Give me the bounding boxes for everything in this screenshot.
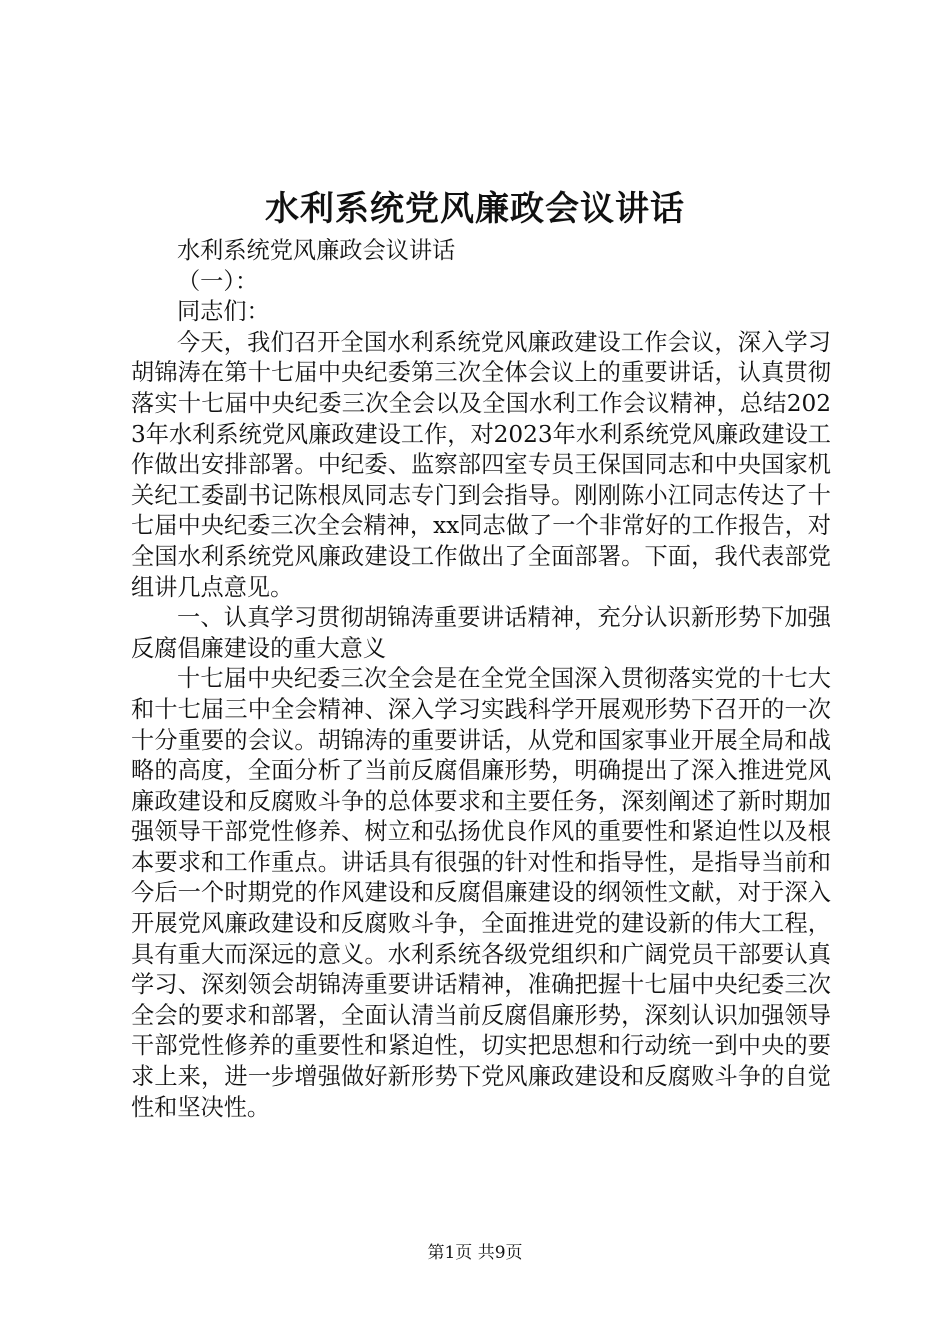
- intro-paragraph: 今天，我们召开全国水利系统党风廉政建设工作会议，深入学习胡锦涛在第十七届中央纪委第三次全体会议上的重要讲话，认真贯彻落实十七届中央纪委三次全会以及全国水利工作会议精神，总结2023年水利系统党风廉政建设工作，对2023年水利系统党风廉政建设工作做出安排部署。中纪委、监察部四室专员王保国同志和中央国家机关纪工委副书记陈根凤同志专门到会指导。刚刚陈小江同志传达了十七届中央纪委三次全会精神，xx同志做了一个非常好的工作报告，对全国水利系统党风廉政建设工作做出了全面部署。下面，我代表部党组讲几点意见。: [131, 328, 831, 601]
- salutation-paragraph: 同志们：: [177, 298, 270, 326]
- section-heading-paragraph: 一、认真学习贯彻胡锦涛重要讲话精神，充分认识新形势下加强反腐倡廉建设的重大意义: [131, 604, 831, 662]
- section-marker-paragraph: （一）：: [177, 267, 259, 295]
- page-footer: 第1页 共9页: [427, 1243, 523, 1263]
- subtitle-paragraph: 水利系统党风廉政会议讲话: [177, 237, 456, 264]
- document-title: 水利系统党风廉政会议讲话: [265, 189, 685, 229]
- document-body: [131, 236, 831, 1123]
- body-paragraph: 十七届中央纪委三次全会是在全党全国深入贯彻落实党的十七大和十七届三中全会精神、深入学习实践科学开展观形势下召开的一次十分重要的会议。胡锦涛的重要讲话，从党和国家事业开展全局和战略的高度，全面分析了当前反腐倡廉形势，明确提出了深入推进党风廉政建设和反腐败斗争的总体要求和主要任务，深刻阐述了新时期加强领导干部党性修养、树立和弘扬优良作风的重要性和紧迫性以及根本要求和工作重点。讲话具有很强的针对性和指导性，是指导当前和今后一个时期党的作风建设和反腐倡廉建设的纲领性文献，对于深入开展党风廉政建设和反腐败斗争，全面推进党的建设新的伟大工程，具有重大而深远的意义。水利系统各级党组织和广阔党员干部要认真学习、深刻领会胡锦涛重要讲话精神，准确把握十七届中央纪委三次全会的要求和部署，全面认清当前反腐倡廉形势，深刻认识加强领导干部党性修养的重要性和紧迫性，切实把思想和行动统一到中央的要求上来，进一步增强做好新形势下党风廉政建设和反腐败斗争的自觉性和坚决性。: [131, 665, 831, 1121]
